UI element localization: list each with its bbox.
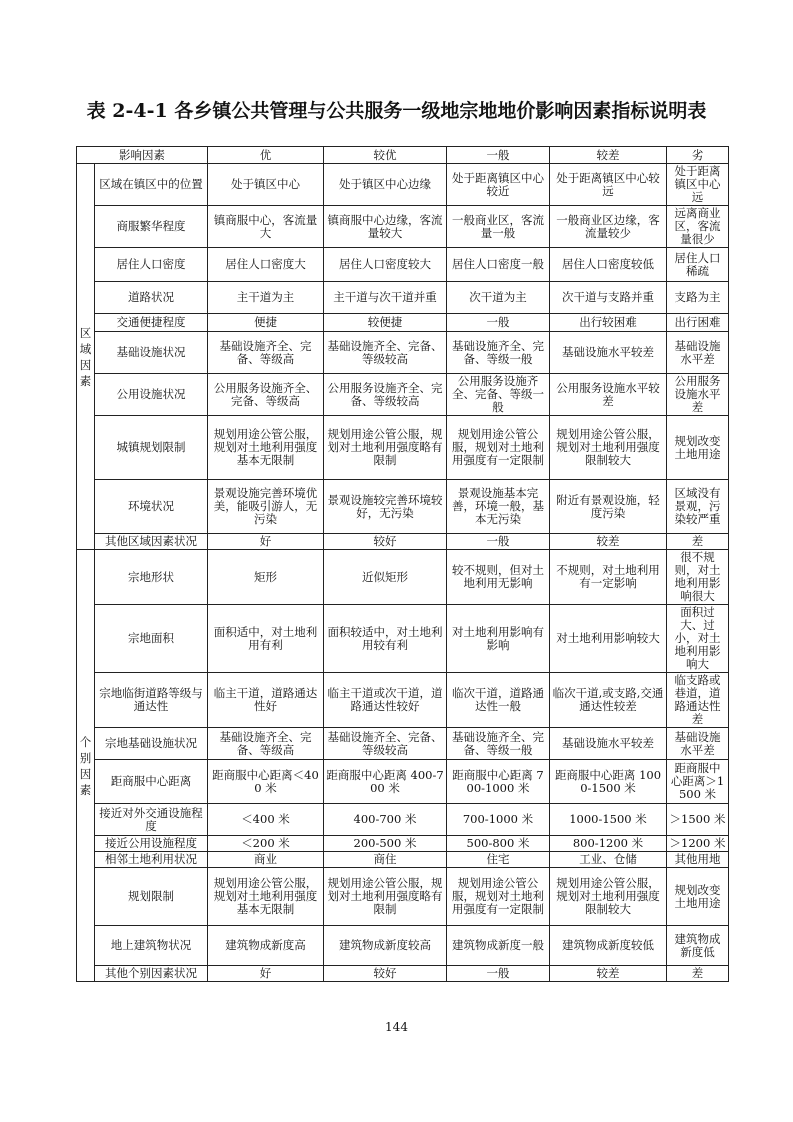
grade-cell: 基础设施水平较差 xyxy=(550,332,667,374)
table-row xyxy=(77,248,729,282)
grade-cell: 较差 xyxy=(550,966,667,982)
grade-cell: 距商服中心距离＜400 米 xyxy=(208,760,324,804)
factor-name: 宗地形状 xyxy=(95,550,208,605)
grade-cell: 好 xyxy=(208,966,324,982)
grade-cell: 基础设施水平较差 xyxy=(550,728,667,760)
grade-cell: 距商服中心距离 400-700 米 xyxy=(324,760,447,804)
grade-cell: 建筑物成新度高 xyxy=(208,926,324,966)
grade-cell: 规划用途公管公服，规划对土地利用强度基本无限制 xyxy=(208,868,324,926)
grade-cell: 附近有景观设施，轻度污染 xyxy=(550,480,667,534)
grade-cell: 差 xyxy=(667,966,729,982)
grade-cell: 1000-1500 米 xyxy=(550,804,667,836)
grade-cell: 距商服中心距离 1000-1500 米 xyxy=(550,760,667,804)
grade-cell: 规划用途公管公服，规划对土地利用强度基本无限制 xyxy=(208,416,324,480)
grade-cell: 基础设施齐全、完备、等级一般 xyxy=(447,728,550,760)
grade-cell: 不规则，对土地利用有一定影响 xyxy=(550,550,667,605)
grade-cell: 一般 xyxy=(447,966,550,982)
grade-cell: 公用服务设施水平较差 xyxy=(550,374,667,416)
factor-name: 规划限制 xyxy=(95,868,208,926)
header-grade-3: 一般 xyxy=(447,147,550,164)
group-label: 个别因素 xyxy=(77,550,95,982)
factor-name: 相邻土地利用状况 xyxy=(95,852,208,868)
table-row xyxy=(77,374,729,416)
grade-cell: 临次干道,或支路,交通通达性较差 xyxy=(550,673,667,728)
grade-cell: 基础设施齐全、完备、等级较高 xyxy=(324,332,447,374)
grade-cell: 处于距离镇区中心较近 xyxy=(447,164,550,206)
grade-cell: 主干道与次干道并重 xyxy=(324,282,447,314)
grade-cell: 景观设施较完善环境较好，无污染 xyxy=(324,480,447,534)
grade-cell: 支路为主 xyxy=(667,282,729,314)
grade-cell: 临主干道或次干道，道路通达性较好 xyxy=(324,673,447,728)
grade-cell: 对土地利用影响较大 xyxy=(550,605,667,673)
table-row xyxy=(77,926,729,966)
grade-cell: 出行较困难 xyxy=(550,314,667,332)
factor-name: 道路状况 xyxy=(95,282,208,314)
grade-cell: 差 xyxy=(667,534,729,550)
grade-cell: ＞1500 米 xyxy=(667,804,729,836)
grade-cell: 700-1000 米 xyxy=(447,804,550,836)
header-grade-4: 较差 xyxy=(550,147,667,164)
grade-cell: 基础设施齐全、完备、等级高 xyxy=(208,332,324,374)
grade-cell: 很不规则，对土地利用影响很大 xyxy=(667,550,729,605)
grade-cell: 区域没有景观，污染较严重 xyxy=(667,480,729,534)
grade-cell: 200-500 米 xyxy=(324,836,447,852)
factor-name: 宗地面积 xyxy=(95,605,208,673)
grade-cell: 较好 xyxy=(324,966,447,982)
grade-cell: 一般 xyxy=(447,314,550,332)
grade-cell: 规划用途公管公服，规划对土地利用强度略有限制 xyxy=(324,416,447,480)
grade-cell: 镇商服中心边缘，客流量较大 xyxy=(324,206,447,248)
grade-cell: 矩形 xyxy=(208,550,324,605)
grade-cell: 规划改变土地用途 xyxy=(667,416,729,480)
grade-cell: 对土地利用影响有影响 xyxy=(447,605,550,673)
grade-cell: 处于距离镇区中心远 xyxy=(667,164,729,206)
table-row xyxy=(77,206,729,248)
factor-name: 公用设施状况 xyxy=(95,374,208,416)
grade-cell: 一般商业区，客流量一般 xyxy=(447,206,550,248)
grade-cell: 面积较适中，对土地利用较有利 xyxy=(324,605,447,673)
grade-cell: 较不规则，但对土地利用无影响 xyxy=(447,550,550,605)
grade-cell: 居住人口密度一般 xyxy=(447,248,550,282)
grade-cell: 规划用途公管公服，规划对土地利用强度略有限制 xyxy=(324,868,447,926)
grade-cell: ＞1200 米 xyxy=(667,836,729,852)
grade-cell: 镇商服中心，客流量大 xyxy=(208,206,324,248)
grade-cell: 处于镇区中心 xyxy=(208,164,324,206)
grade-cell: 商住 xyxy=(324,852,447,868)
grade-cell: 距商服中心距离＞1500 米 xyxy=(667,760,729,804)
grade-cell: 主干道为主 xyxy=(208,282,324,314)
factor-table xyxy=(76,146,729,982)
grade-cell: 面积适中，对土地利用有利 xyxy=(208,605,324,673)
header-grade-2: 较优 xyxy=(324,147,447,164)
grade-cell: 800-1200 米 xyxy=(550,836,667,852)
grade-cell: 一般商业区边缘，客流量较少 xyxy=(550,206,667,248)
factor-name: 环境状况 xyxy=(95,480,208,534)
table-row xyxy=(77,605,729,673)
grade-cell: 居住人口密度较大 xyxy=(324,248,447,282)
grade-cell: 居住人口密度较低 xyxy=(550,248,667,282)
table-row xyxy=(77,314,729,332)
grade-cell: 工业、仓储 xyxy=(550,852,667,868)
table-row xyxy=(77,804,729,836)
grade-cell: 景观设施完善环境优美，能吸引游人，无污染 xyxy=(208,480,324,534)
grade-cell: 出行困难 xyxy=(667,314,729,332)
grade-cell: 住宅 xyxy=(447,852,550,868)
factor-name: 地上建筑物状况 xyxy=(95,926,208,966)
grade-cell: 临主干道，道路通达性好 xyxy=(208,673,324,728)
factor-name: 基础设施状况 xyxy=(95,332,208,374)
grade-cell: 规划用途公管公服，规划对土地利用强度有一定限制 xyxy=(447,416,550,480)
grade-cell: 居住人口稀疏 xyxy=(667,248,729,282)
table-row xyxy=(77,760,729,804)
table-row xyxy=(77,550,729,605)
factor-name: 区域在镇区中的位置 xyxy=(95,164,208,206)
table-row xyxy=(77,282,729,314)
grade-cell: 临支路或巷道，道路通达性差 xyxy=(667,673,729,728)
grade-cell: 次干道为主 xyxy=(447,282,550,314)
factor-name: 交通便捷程度 xyxy=(95,314,208,332)
grade-cell: 距商服中心距离 700-1000 米 xyxy=(447,760,550,804)
header-factor: 影响因素 xyxy=(77,147,208,164)
factor-name: 商服繁华程度 xyxy=(95,206,208,248)
group-label: 区域因素 xyxy=(77,164,95,550)
grade-cell: 500-800 米 xyxy=(447,836,550,852)
grade-cell: 次干道与支路并重 xyxy=(550,282,667,314)
grade-cell: 基础设施齐全、完备、等级较高 xyxy=(324,728,447,760)
grade-cell: 公用服务设施齐全、完备、等级一般 xyxy=(447,374,550,416)
grade-cell: 一般 xyxy=(447,534,550,550)
grade-cell: 公用服务设施水平差 xyxy=(667,374,729,416)
page-title: 表 2-4-1 各乡镇公共管理与公共服务一级地宗地地价影响因素指标说明表 xyxy=(86,100,707,122)
factor-name: 其他个别因素状况 xyxy=(95,966,208,982)
factor-name: 宗地临街道路等级与通达性 xyxy=(95,673,208,728)
grade-cell: 景观设施基本完善，环境一般，基本无污染 xyxy=(447,480,550,534)
factor-name: 居住人口密度 xyxy=(95,248,208,282)
grade-cell: 商业 xyxy=(208,852,324,868)
grade-cell: 远离商业区，客流量很少 xyxy=(667,206,729,248)
grade-cell: 公用服务设施齐全、完备、等级高 xyxy=(208,374,324,416)
grade-cell: 基础设施齐全、完备、等级高 xyxy=(208,728,324,760)
grade-cell: 较差 xyxy=(550,534,667,550)
table-row xyxy=(77,534,729,550)
grade-cell: 面积过大、过小，对土地利用影响大 xyxy=(667,605,729,673)
factor-name: 宗地基础设施状况 xyxy=(95,728,208,760)
table-row xyxy=(77,728,729,760)
grade-cell: ＜200 米 xyxy=(208,836,324,852)
grade-cell: 建筑物成新度一般 xyxy=(447,926,550,966)
factor-name: 其他区域因素状况 xyxy=(95,534,208,550)
table-row xyxy=(77,868,729,926)
table-row xyxy=(77,416,729,480)
grade-cell: 基础设施水平差 xyxy=(667,332,729,374)
grade-cell: 规划用途公管公服，规划对土地利用强度有一定限制 xyxy=(447,868,550,926)
table-row xyxy=(77,164,729,206)
grade-cell: 400-700 米 xyxy=(324,804,447,836)
grade-cell: 较便捷 xyxy=(324,314,447,332)
header-grade-5: 劣 xyxy=(667,147,729,164)
table-row xyxy=(77,673,729,728)
grade-cell: 建筑物成新度较高 xyxy=(324,926,447,966)
grade-cell: 其他用地 xyxy=(667,852,729,868)
grade-cell: ＜400 米 xyxy=(208,804,324,836)
table-row xyxy=(77,332,729,374)
grade-cell: 临次干道，道路通达性一般 xyxy=(447,673,550,728)
grade-cell: 基础设施齐全、完备、等级一般 xyxy=(447,332,550,374)
grade-cell: 近似矩形 xyxy=(324,550,447,605)
table-row xyxy=(77,852,729,868)
grade-cell: 处于距离镇区中心较远 xyxy=(550,164,667,206)
grade-cell: 建筑物成新度低 xyxy=(667,926,729,966)
grade-cell: 公用服务设施齐全、完备、等级较高 xyxy=(324,374,447,416)
grade-cell: 规划用途公管公服，规划对土地利用强度限制较大 xyxy=(550,868,667,926)
grade-cell: 建筑物成新度较低 xyxy=(550,926,667,966)
grade-cell: 规划用途公管公服，规划对土地利用强度限制较大 xyxy=(550,416,667,480)
factor-name: 距商服中心距离 xyxy=(95,760,208,804)
table-row xyxy=(77,966,729,982)
factor-name: 接近对外交通设施程度 xyxy=(95,804,208,836)
factor-name: 接近公用设施程度 xyxy=(95,836,208,852)
table-row xyxy=(77,480,729,534)
grade-cell: 处于镇区中心边缘 xyxy=(324,164,447,206)
header-grade-1: 优 xyxy=(208,147,324,164)
page-number: 144 xyxy=(385,1020,408,1034)
grade-cell: 好 xyxy=(208,534,324,550)
table-header-row xyxy=(77,147,729,164)
grade-cell: 便捷 xyxy=(208,314,324,332)
grade-cell: 居住人口密度大 xyxy=(208,248,324,282)
grade-cell: 规划改变土地用途 xyxy=(667,868,729,926)
grade-cell: 基础设施水平差 xyxy=(667,728,729,760)
grade-cell: 较好 xyxy=(324,534,447,550)
factor-name: 城镇规划限制 xyxy=(95,416,208,480)
table-row xyxy=(77,836,729,852)
